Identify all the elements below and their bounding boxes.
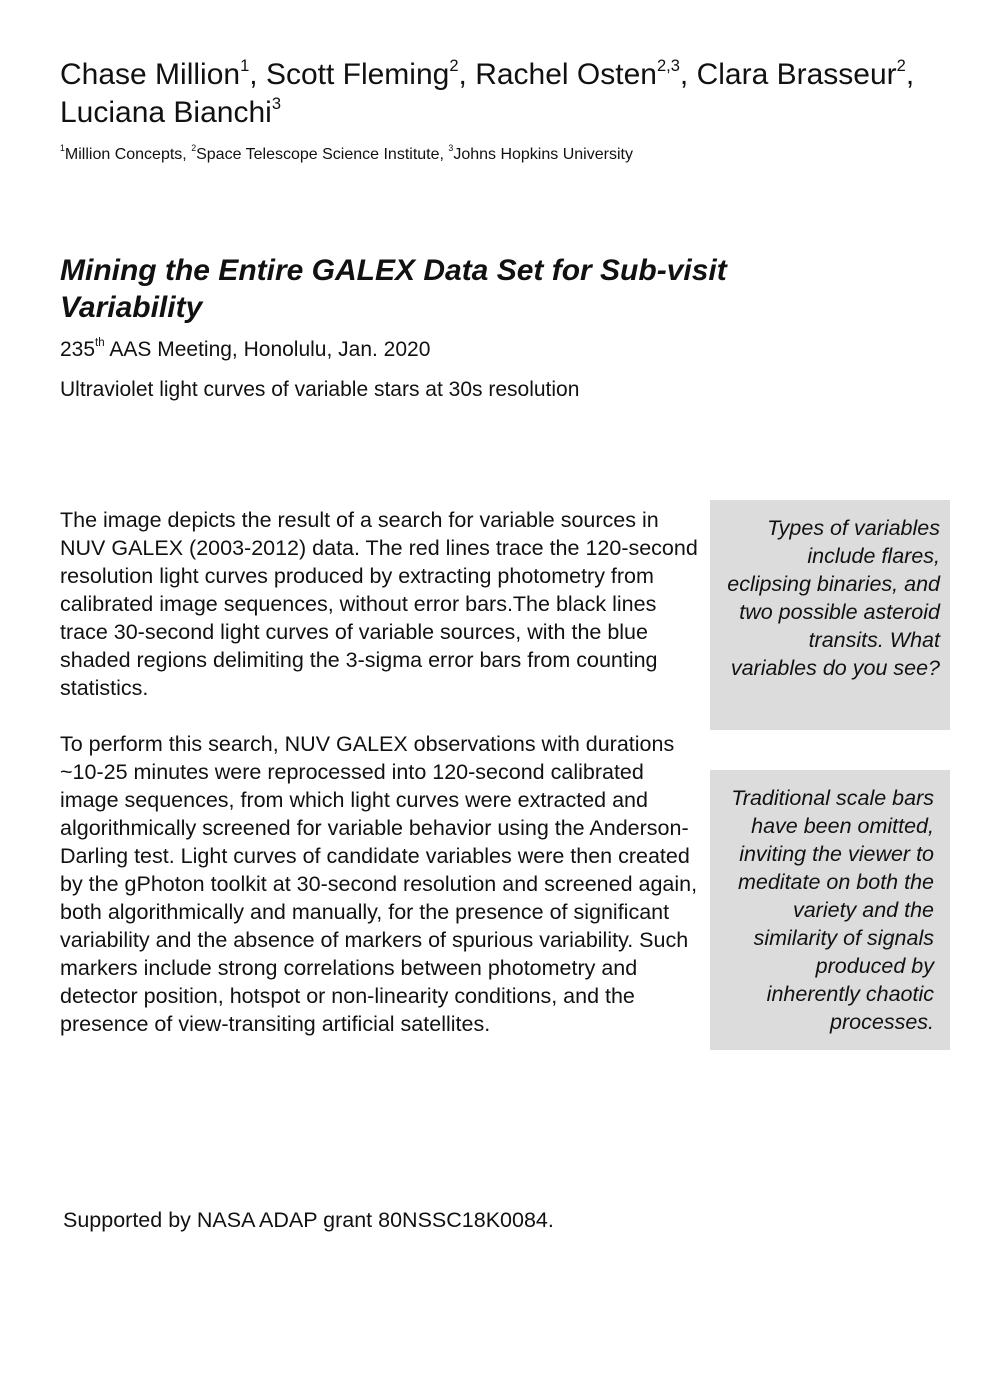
author: Chase Million$^1$, [60, 56, 266, 91]
author: Rachel Osten$^{2,3}$, [475, 56, 697, 91]
funding-acknowledgement: Supported by NASA ADAP grant 80NSSC18K0084. [63, 1208, 554, 1232]
author: Clara Brasseur$^2$, [696, 56, 915, 91]
affiliation: $^3$Johns Hopkins University [448, 143, 633, 163]
body-paragraph-description: The image depicts the result of a search for variable sources in NUV GALEX (2003-2012) data. The red lines trace the 120-second resolution light curves produced by extracting photometry from calibrated image sequences, without error bars.The black lines trace 30-second light curves of variable sources, with the blue shaded regions delimiting the 3-sigma error bars from counting statistics. [60, 508, 698, 700]
affiliation-list [60, 145, 633, 165]
meeting-line: 235th AAS Meeting, Honolulu, Jan. 2020 [60, 337, 431, 361]
affiliation: $^2$Space Telescope Science Institute, [191, 143, 449, 163]
author-list [60, 56, 920, 132]
document-title: Mining the Entire GALEX Data Set for Sub-visit Variability [60, 254, 727, 324]
affiliation: $^1$Million Concepts, [60, 143, 192, 163]
body-paragraph-method: To perform this search, NUV GALEX observations with durations ~10-25 minutes were reprocessed into 120-second calibrated image sequences, from which light curves were extracted and algorithmically screened for variable behavior using the Anderson-Darling test. Light curves of candidate variables were then created by the gPhoton toolkit at 30-second resolution and screened again, both algorithmically and manually, for the presence of significant variability and the absence of markers of spurious variability. Such markers include strong correlations between photometry and detector position, hotspot or non-linearity conditions, and the presence of view-transiting artificial satellites. [60, 732, 698, 1036]
author: Scott Fleming$^2$, [265, 56, 476, 91]
sidebar-box-variable-types: Types of variables include flares, eclipsing binaries, and two possible asteroid transits. What variables do you see? [710, 500, 950, 730]
subtitle: Ultraviolet light curves of variable stars at 30s resolution [60, 378, 580, 401]
sidebar-box-scale-bars-note: Traditional scale bars have been omitted, inviting the viewer to meditate on both the variety and the similarity of signals produced by inherently chaotic processes. [710, 770, 950, 1050]
author: Luciana Bianchi$^3$ [60, 94, 282, 129]
